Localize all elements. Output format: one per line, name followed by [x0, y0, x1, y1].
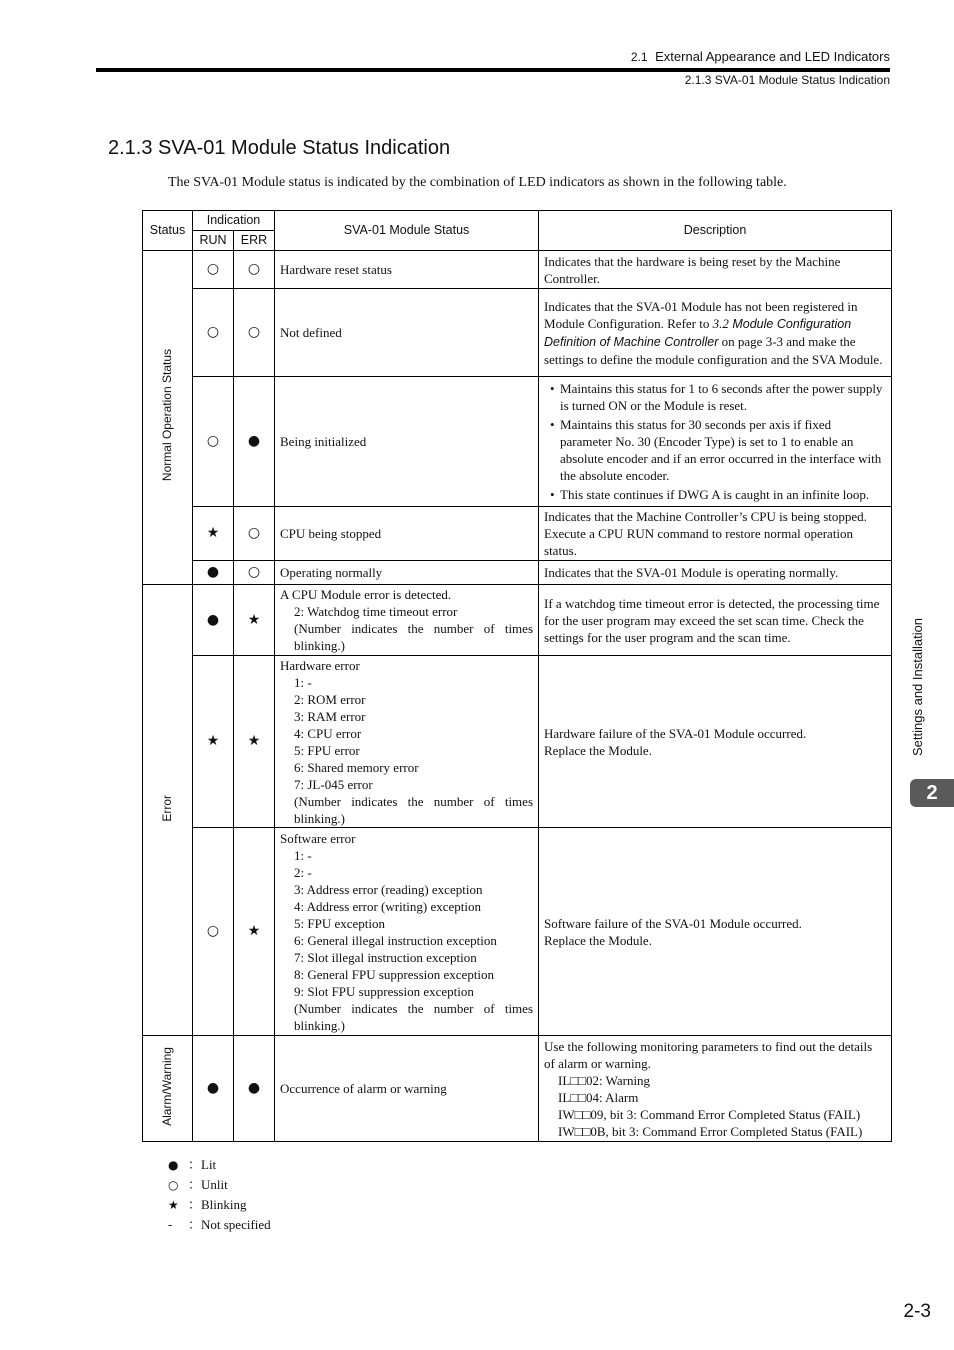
running-header-chapter	[631, 49, 890, 64]
intro-paragraph: The SVA-01 Module status is indicated by the combination of LED indicators as shown in the following table.	[168, 175, 787, 190]
legend-item-lit: ● ：Lit	[168, 1155, 271, 1175]
run-led-symbol: ●	[193, 585, 234, 656]
run-led-symbol: ★	[193, 507, 234, 561]
col-header-indication: Indication	[193, 211, 275, 231]
group-alarm: Alarm/Warning	[143, 1036, 193, 1142]
list-item: • Maintains this status for 30 seconds per axis if fixed parameter No. 30 (Encoder Type) is set to 1 to enable an absolute encoder and if an error occurred in the interface with the absolute encoder.	[544, 416, 886, 484]
table-row	[143, 289, 892, 377]
table-row	[143, 1036, 892, 1142]
col-header-err: ERR	[234, 231, 275, 251]
module-status-cell: Not defined	[275, 289, 539, 377]
run-led-symbol: ○	[193, 377, 234, 507]
description-cell: Hardware failure of the SVA-01 Module occurred. Replace the Module.	[539, 656, 892, 828]
page-number: 2-3	[903, 1301, 931, 1322]
description-cell: Indicates that the hardware is being reset by the Machine Controller.	[539, 251, 892, 289]
module-status-cell: Occurrence of alarm or warning	[275, 1036, 539, 1142]
run-led-symbol: ○	[193, 251, 234, 289]
module-status-cell: Software error 1: - 2: - 3: Address error (reading) exception 4: Address error (writing) exception 5: FPU exception 6: General illegal instruction exception 7: Slot illegal instruction exception 8: General FPU suppression exception 9: Slot FPU suppression exception (Number indicates the number of times blinking.)	[275, 828, 539, 1036]
module-status-cell: CPU being stopped	[275, 507, 539, 561]
col-header-status: Status	[143, 211, 193, 251]
run-led-symbol: ○	[193, 828, 234, 1036]
table-row	[143, 828, 892, 1036]
col-header-module-status: SVA-01 Module Status	[275, 211, 539, 251]
description-cell: If a watchdog time timeout error is detected, the processing time for the user program may exceed the set scan time. Check the settings for the user program and the scan time.	[539, 585, 892, 656]
module-status-cell: Hardware reset status	[275, 251, 539, 289]
module-status-cell: Being initialized	[275, 377, 539, 507]
module-status-cell: Hardware error 1: - 2: ROM error 3: RAM error 4: CPU error 5: FPU error 6: Shared memory error 7: JL-045 error (Number indicates the number of times blinking.)	[275, 656, 539, 828]
col-header-run: RUN	[193, 231, 234, 251]
legend-item-not-specified: - ：Not specified	[168, 1215, 271, 1235]
description-cell: Indicates that the SVA-01 Module has not been registered in Module Configuration. Refer to 3.2 Module Configuration Definition of Machine Controller on page 3-3 and make the settings to define the module configuration and the SVA Module.	[539, 289, 892, 377]
err-led-symbol: ○	[234, 251, 275, 289]
header-rule	[96, 68, 890, 72]
module-status-cell: A CPU Module error is detected. 2: Watchdog time timeout error (Number indicates the number of times blinking.)	[275, 585, 539, 656]
running-header-section: 2.1.3 SVA-01 Module Status Indication	[684, 73, 890, 87]
err-led-symbol: ○	[234, 561, 275, 585]
chapter-tab: 2	[910, 779, 954, 807]
err-led-symbol: ●	[234, 1036, 275, 1142]
symbol-legend	[168, 1155, 271, 1235]
description-cell: Indicates that the Machine Controller’s CPU is being stopped. Execute a CPU RUN command to restore normal operation status.	[539, 507, 892, 561]
list-item: • Maintains this status for 1 to 6 seconds after the power supply is turned ON or the Module is reset.	[544, 380, 886, 414]
unlit-symbol: ○	[168, 1178, 179, 1192]
chapter-title: External Appearance and LED Indicators	[655, 49, 890, 64]
table-row	[143, 585, 892, 656]
section-title: 2.1.3 SVA-01 Module Status Indication	[108, 137, 451, 159]
legend-item-unlit: ○ ：Unlit	[168, 1175, 271, 1195]
chapter-number: 2.1	[630, 50, 648, 64]
err-led-symbol: ★	[234, 656, 275, 828]
reference-number: 3.2	[712, 315, 729, 331]
blinking-symbol: ★	[168, 1198, 179, 1212]
description-cell: Software failure of the SVA-01 Module occurred. Replace the Module.	[539, 828, 892, 1036]
description-cell	[539, 377, 892, 507]
not-specified-symbol: -	[168, 1218, 173, 1232]
run-led-symbol: ○	[193, 289, 234, 377]
err-led-symbol: ●	[234, 377, 275, 507]
err-led-symbol: ★	[234, 828, 275, 1036]
group-normal: Normal Operation Status	[143, 251, 193, 585]
err-led-symbol: ○	[234, 507, 275, 561]
legend-item-blinking: ★ ：Blinking	[168, 1195, 271, 1215]
table-row	[143, 507, 892, 561]
run-led-symbol: ●	[193, 1036, 234, 1142]
run-led-symbol: ★	[193, 656, 234, 828]
side-tab-text: Settings and Installation	[910, 617, 925, 756]
err-led-symbol: ○	[234, 289, 275, 377]
description-cell: Indicates that the SVA-01 Module is operating normally.	[539, 561, 892, 585]
group-error: Error	[143, 585, 193, 1036]
module-status-cell: Operating normally	[275, 561, 539, 585]
run-led-symbol: ●	[193, 561, 234, 585]
table-row	[143, 561, 892, 585]
err-led-symbol: ★	[234, 585, 275, 656]
col-header-description: Description	[539, 211, 892, 251]
table-row	[143, 377, 892, 507]
lit-symbol: ●	[168, 1158, 179, 1172]
description-cell: Use the following monitoring parameters to find out the details of alarm or warning. IL□□02: Warning IL□□04: Alarm IW□□09, bit 3: Command Error Completed Status (FAIL) IW□□0B, bit 3: Command Error Completed Status (FAIL)	[539, 1036, 892, 1142]
table-row	[143, 656, 892, 828]
table-row	[143, 251, 892, 289]
status-table	[142, 210, 892, 1142]
reference-link[interactable]: Module Configuration Definition of Machine Controller	[544, 316, 852, 349]
list-item: • This state continues if DWG A is caught in an infinite loop.	[544, 486, 886, 503]
